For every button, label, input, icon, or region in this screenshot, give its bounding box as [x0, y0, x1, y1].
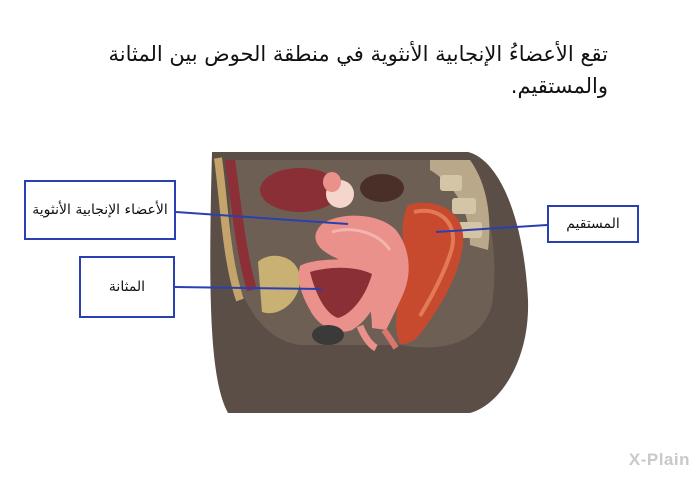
label-reproductive-text: الأعضاء الإنجابية الأنثوية — [32, 202, 168, 218]
label-rectum — [547, 205, 639, 243]
label-bladder-text: المثانة — [108, 279, 146, 295]
brand-logo — [629, 450, 690, 470]
caption-text: تقع الأعضاءُ الإنجابية الأنثوية في منطقة الحوض بين المثانة والمستقيم. — [108, 42, 608, 98]
label-rectum-text: المستقيم — [566, 216, 620, 232]
label-reproductive-organs — [24, 180, 176, 240]
brand-text: X-Plain — [628, 450, 690, 469]
label-bladder — [79, 256, 175, 318]
